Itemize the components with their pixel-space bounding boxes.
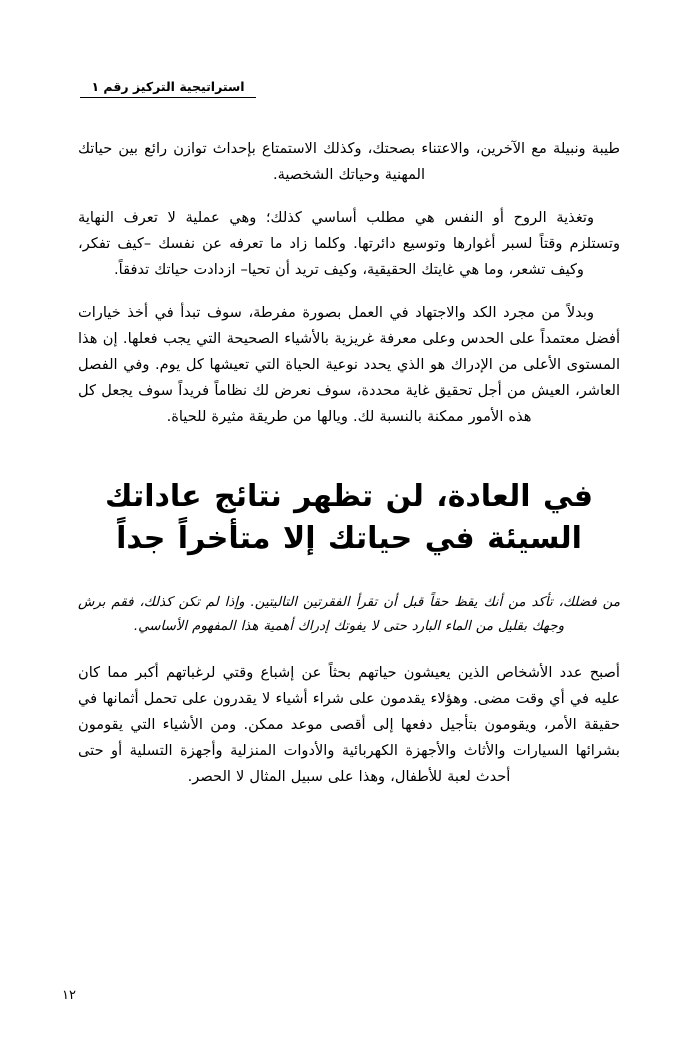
section-headline-line-2: السيئة في حياتك إلا متأخراً جداً xyxy=(116,521,582,557)
section-headline xyxy=(78,476,620,561)
lead-in-paragraph: من فضلك، تأكد من أنك يقظ حقاً قبل أن تقرأ الفقرتين التاليتين. وإذا لم تكن كذلك، فقم برش وجهك بقليل من الماء البارد حتى لا يفوتك إدراك أهمية هذا المفهوم الأساسي. xyxy=(78,594,620,635)
body-paragraph-3: وبدلاً من مجرد الكد والاجتهاد في العمل بصورة مفرطة، سوف تبدأ في أخذ خيارات أفضل معتمداً على الحدس وعلى معرفة غريزية بالأشياء الصحيحة التي يجب فعلها. إن هذا المستوى الأعلى من الإدراك هو الذي يحدد نوعية الحياة التي تعيشها كل يوم. وفي الفصل العاشر، العيش من أجل تحقيق غاية محددة، سوف نعرض لك نظاماً فريداً سوف يجعل كل هذه الأمور ممكنة بالنسبة لك. ويالها من طريقة مثيرة للحياة. xyxy=(78,303,620,425)
body-paragraph-2: وتغذية الروح أو النفس هي مطلب أساسي كذلك؛ وهي عملية لا تعرف النهاية وتستلزم وقتاً لسبر أغوارها وتوسيع دائرتها. وكلما زاد ما تعرفه عن نفسك –كيف تفكر، وكيف تشعر، وما هي غايتك الحقيقية، وكيف تريد أن تحيا– ازدادت حياتك تدفقاً. xyxy=(78,208,620,278)
body-paragraph-1: طيبة ونبيلة مع الآخرين، والاعتناء بصحتك، وكذلك الاستمتاع بإحداث توازن رائع بين حياتك المهنية وحياتك الشخصية. xyxy=(78,140,620,183)
page-number: ١٢ xyxy=(62,988,76,1003)
running-head-text: استراتيجية التركيز رقم ١ xyxy=(80,79,256,98)
page-content xyxy=(78,136,620,807)
running-head xyxy=(80,76,620,98)
body-paragraph-4: أصبح عدد الأشخاص الذين يعيشون حياتهم بحثاً عن إشباع وقتي لرغباتهم أكبر مما كان عليه في أي وقت مضى. وهؤلاء يقدمون على شراء أشياء لا يقدرون على تحمل أثمانها في حقيقة الأمر، ويقومون بتأجيل دفعها إلى أقصى موعد ممكن. ومن الأشياء التي يقومون بشرائها السيارات والأثاث والأجهزة الكهربائية والأدوات المنزلية وأجهزة التسلية أو حتى أحدث لعبة للأطفال، وهذا على سبيل المثال لا الحصر. xyxy=(78,663,620,785)
section-headline-line-1: في العادة، لن تظهر نتائج عاداتك xyxy=(105,478,593,514)
